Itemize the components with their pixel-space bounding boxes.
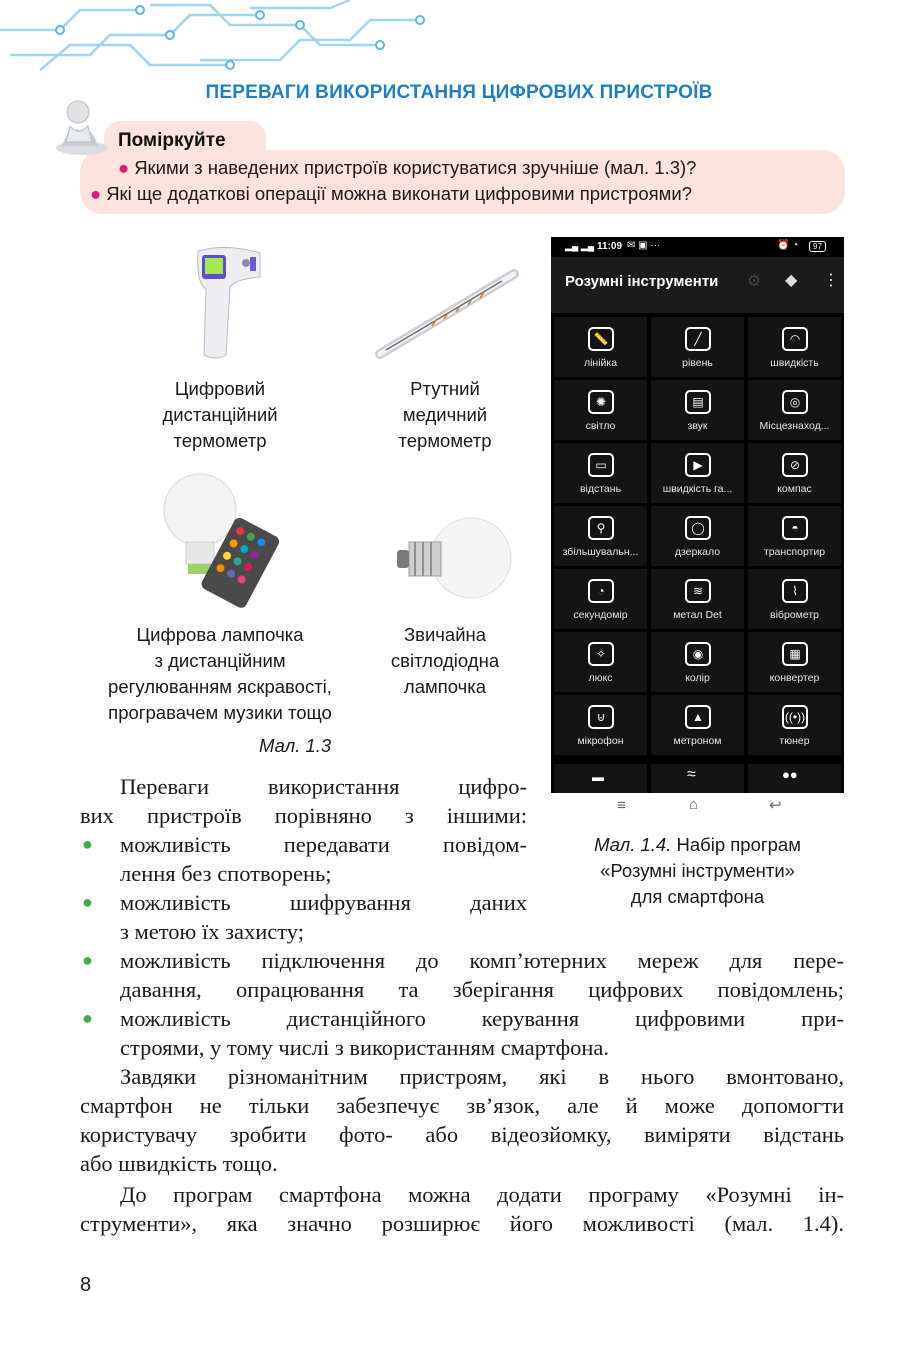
- green-bullet-icon: ●: [82, 834, 93, 854]
- tool-tile-label: компас: [777, 483, 812, 495]
- tool-tile-19[interactable]: [554, 695, 647, 755]
- ruler-icon: 📏: [588, 327, 614, 351]
- tool-tile-label: мікрофон: [577, 735, 624, 747]
- tuner-icon: ((•)): [782, 705, 808, 729]
- tool-tile-4[interactable]: [554, 380, 647, 440]
- tool-tile-15[interactable]: [748, 569, 841, 629]
- tool-tile-label: метроном: [673, 735, 722, 747]
- distance-icon: ▭: [588, 453, 614, 477]
- think-question-1: ● Якими з наведених пристроїв користуватися зручніше (мал. 1.3)?: [118, 157, 697, 178]
- bullet-1-line-2: лення без спотворень;: [120, 861, 332, 886]
- tool-tile-label: швидкість га...: [662, 483, 733, 495]
- tool-tile-10[interactable]: [554, 506, 647, 566]
- tool-tile-label: тюнер: [779, 735, 810, 747]
- tools-grid-partial-row: [554, 764, 842, 793]
- tool-tile-3[interactable]: [748, 317, 841, 377]
- tool-tile-label: люкс: [588, 672, 613, 684]
- page-header-title: ПЕРЕВАГИ ВИКОРИСТАННЯ ЦИФРОВИХ ПРИСТРОЇВ: [205, 82, 713, 103]
- tool-tile-label: звук: [687, 420, 708, 432]
- think-question-2: ● Які ще додаткові операції можна виконати цифровими пристроями?: [90, 183, 692, 204]
- mercury-thermometer-image: [372, 268, 520, 360]
- tool-tile-21[interactable]: [748, 695, 841, 755]
- tool-tile-label: віброметр: [770, 609, 819, 621]
- vibrometer-icon: ⌇: [782, 579, 808, 603]
- figure-1-3-label: Мал. 1.3: [259, 735, 332, 756]
- tool-tile-11[interactable]: [651, 506, 744, 566]
- level-icon: ╱: [685, 327, 711, 351]
- tool-tile-20[interactable]: [651, 695, 744, 755]
- tool-tile-label: дзеркало: [674, 546, 721, 558]
- sound-meter-icon: ▤: [685, 390, 711, 414]
- metronome-icon: ▲: [685, 705, 711, 729]
- binoculars-icon: ●●: [782, 767, 798, 782]
- partial-tile[interactable]: [554, 764, 647, 793]
- smart-bulb-with-remote-image: [160, 472, 288, 608]
- tool-tile-label: секундомір: [573, 609, 628, 621]
- led-bulb-image: [375, 514, 515, 604]
- phone-screenshot: [551, 237, 844, 793]
- bullet-1-line-1: можливість передавати повідом-: [120, 832, 527, 857]
- paragraph-2-line-2: смартфон не тільки забезпечує зв’язок, але й може допомогти: [80, 1093, 844, 1118]
- tool-tile-13[interactable]: [554, 569, 647, 629]
- figure-1-4-caption: Мал. 1.4. Набір програм «Розумні інструменти» для смартфона: [594, 834, 801, 907]
- app-title: Розумні інструменти: [565, 273, 719, 290]
- tool-tile-label: Місцезнаход...: [759, 420, 830, 432]
- pink-bullet-icon: ●: [118, 157, 130, 178]
- tool-tile-6[interactable]: [748, 380, 841, 440]
- tool-tile-7[interactable]: [554, 443, 647, 503]
- phone-navigation-bar: [551, 793, 844, 823]
- intro-line-2: вих пристроїв порівняно з іншими:: [80, 803, 527, 828]
- tool-tile-label: швидкість: [770, 357, 819, 369]
- lux-icon: ✧: [588, 642, 614, 666]
- tool-tile-9[interactable]: [748, 443, 841, 503]
- caption-digital-thermometer: Цифровий дистанційний термометр: [162, 378, 278, 451]
- bullet-4-line-2: строями, у тому числі з використанням смартфона.: [120, 1035, 610, 1060]
- caption-mercury-thermometer: Ртутний медичний термометр: [398, 378, 492, 451]
- tool-tile-5[interactable]: [651, 380, 744, 440]
- bullet-2-line-1: можливість шифрування даних: [120, 890, 527, 915]
- paragraph-2-line-4: або швидкість тощо.: [80, 1151, 278, 1176]
- microphone-icon: ⊍: [588, 705, 614, 729]
- speedometer-icon: ◠: [782, 327, 808, 351]
- paragraph-2-line-3: користувачу зробити фото- або відеозйомку, виміряти відстань: [80, 1122, 844, 1147]
- metal-detector-icon: ≋: [685, 579, 711, 603]
- protractor-icon: ◓: [782, 516, 808, 540]
- paragraph-2-line-1: Завдяки різноманітним пристроям, які в нього вмонтовано,: [120, 1064, 844, 1089]
- tool-tile-label: відстань: [579, 483, 622, 495]
- alarm-wifi-icon: ⏰ ◔: [777, 240, 799, 251]
- bullet-2-line-2: з метою їх захисту;: [120, 919, 304, 944]
- bullet-4-line-1: можливість дистанційного керування цифровими при-: [120, 1006, 844, 1031]
- bullet-3-line-2: давання, опрацювання та зберігання цифрових повідомлень;: [120, 977, 844, 1002]
- tool-tile-2[interactable]: [651, 317, 744, 377]
- partial-tile[interactable]: [748, 764, 841, 793]
- page-number: 8: [80, 1274, 92, 1296]
- speed-gun-icon: ▶: [685, 453, 711, 477]
- tool-tile-18[interactable]: [748, 632, 841, 692]
- back-nav-icon[interactable]: ↩: [769, 797, 782, 814]
- status-bar: [551, 237, 844, 257]
- digital-thermometer-image: [186, 243, 266, 363]
- tool-tile-label: конвертер: [769, 672, 820, 684]
- magnifier-icon: ⚲: [588, 516, 614, 540]
- tool-tile-8[interactable]: [651, 443, 744, 503]
- home-nav-icon[interactable]: ⌂: [689, 796, 699, 813]
- compass-icon: ⊘: [782, 453, 808, 477]
- tool-tile-label: світло: [585, 420, 616, 432]
- tool-tile-17[interactable]: [651, 632, 744, 692]
- app-bar: [551, 257, 844, 313]
- circuit-decoration: [0, 0, 430, 72]
- tool-tile-label: транспортир: [763, 546, 826, 558]
- tool-tile-label: лінійка: [583, 357, 618, 369]
- color-icon: ◉: [685, 642, 711, 666]
- status-time: 11:09: [597, 241, 623, 252]
- partial-tile[interactable]: [651, 764, 744, 793]
- paragraph-3-line-2: струменти», яка значно розширює його можливості (мал. 1.4).: [80, 1211, 844, 1236]
- bullet-3-line-1: можливість підключення до комп’ютерних мереж для пере-: [120, 948, 844, 973]
- green-bullet-icon: ●: [82, 1008, 93, 1028]
- spray-icon: ▬: [592, 770, 604, 784]
- caption-led-bulb: Звичайна світлодіодна лампочка: [390, 624, 500, 697]
- signal-icon: ▂▄ ▂▄: [565, 241, 595, 251]
- menu-nav-icon[interactable]: ≡: [617, 797, 626, 814]
- mirror-icon: ◯: [685, 516, 711, 540]
- location-icon: ◎: [782, 390, 808, 414]
- wave-icon: ≈: [687, 766, 696, 783]
- tool-tile-14[interactable]: [651, 569, 744, 629]
- caption-smart-bulb: Цифрова лампочка з дистанційним регулюванням яскравості, програвачем музики тощо: [108, 624, 332, 723]
- thinking-person-icon: [48, 96, 112, 158]
- green-bullet-icon: ●: [82, 892, 93, 912]
- think-title: Поміркуйте: [118, 130, 226, 151]
- tool-tile-12[interactable]: [748, 506, 841, 566]
- battery-icon: 97: [809, 241, 826, 252]
- green-bullet-icon: ●: [82, 950, 93, 970]
- more-menu-icon[interactable]: ⋮: [823, 272, 839, 289]
- figure-1-4-label: Мал. 1.4.: [594, 834, 672, 855]
- settings-icon[interactable]: ⚙: [747, 273, 762, 290]
- bulb-icon: ✺: [588, 390, 614, 414]
- stopwatch-icon: ◔: [588, 579, 614, 603]
- tool-tile-label: колір: [685, 672, 710, 684]
- tool-tile-16[interactable]: [554, 632, 647, 692]
- directions-icon[interactable]: ◆: [785, 272, 798, 289]
- intro-line-1: Переваги використання цифро-: [120, 774, 527, 799]
- converter-icon: ▦: [782, 642, 808, 666]
- tool-tile-1[interactable]: [554, 317, 647, 377]
- notification-icons: ✉ ▣ ···: [627, 240, 661, 251]
- tool-tile-label: рівень: [682, 357, 713, 369]
- tool-tile-label: метал Det: [673, 609, 722, 621]
- pink-bullet-icon: ●: [90, 183, 102, 204]
- tool-tile-label: збільшувальн...: [562, 546, 639, 558]
- paragraph-3-line-1: До програм смартфона можна додати програму «Розумні ін-: [120, 1182, 844, 1207]
